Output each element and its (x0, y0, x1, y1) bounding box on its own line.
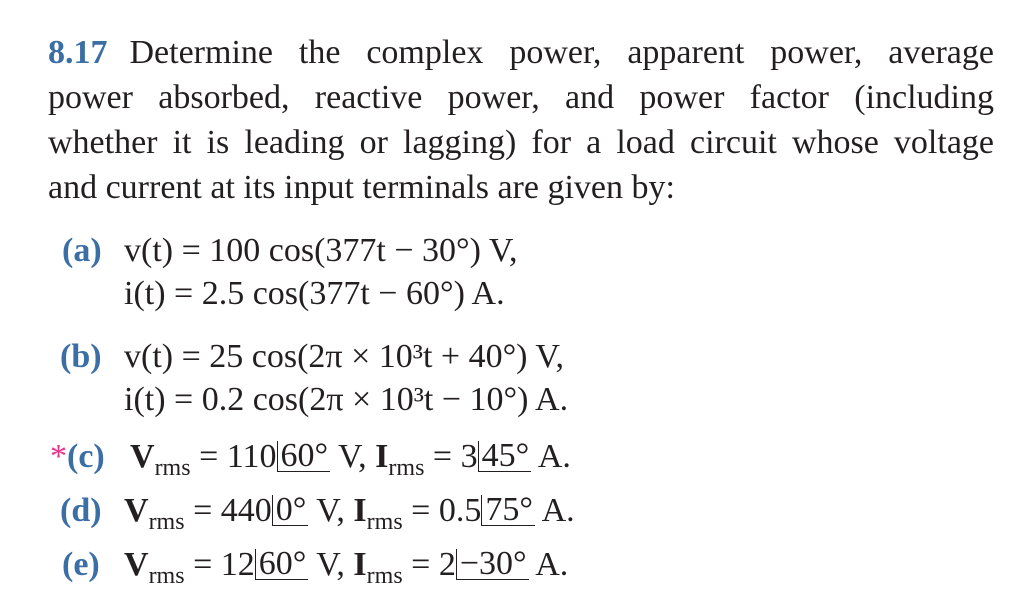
part-d-i-angle-box (481, 491, 535, 528)
part-d-phasors: $V_{rms} = 440$ 0° V, $I_{rms} = 0.5$ 75° A. (124, 491, 575, 535)
part-c-i-mag: 3 (460, 438, 478, 475)
part-c-i-angle-box (478, 437, 532, 474)
part-d-i-mag: 0.5 (438, 492, 482, 529)
part-b-label: (b) (60, 338, 102, 375)
problem-text-line-1: Determine the complex power, apparent power, average (129, 34, 994, 71)
problem-text-line-3: whether it is leading or lagging) for a load circuit whose voltage (48, 124, 994, 161)
problem-number: 8.17 (48, 34, 108, 71)
part-c-label-group (50, 438, 105, 476)
part-a-current: i(t) = 2.5 cos(377t − 60°) A. (124, 275, 505, 312)
part-d-i-angle: 75° (485, 491, 533, 528)
part-d-v-mag: 440 (220, 492, 272, 529)
problem-text-line-2: power absorbed, reactive power, and power factor (including (48, 79, 994, 116)
part-c-v-angle-box (277, 437, 331, 474)
part-e-phasors: $V_{rms} = 12$ 60° V, $I_{rms} = 2 -30^\circ$ A. (124, 545, 569, 589)
part-e-v-angle: 60° (258, 545, 307, 582)
problem-text-line-4: and current at its input terminals are given by: (48, 169, 675, 206)
part-d-label: (d) (60, 492, 102, 529)
part-d-v-angle: 0° (275, 491, 307, 528)
part-b-voltage: v(t) = 25 cos(2π × 10³t + 40°) V, (124, 338, 565, 375)
problem-line-1 (48, 30, 994, 75)
part-e-v-mag: 12 (220, 546, 255, 583)
part-e-label: (e) (62, 546, 100, 583)
part-c-v-mag: 110 (226, 438, 277, 475)
part-d-v-angle-box (272, 491, 309, 528)
part-c-phasors: $V_{rms} = 110$ 60° V, $I_{rms} = 3$ 45° A. (130, 437, 571, 481)
part-a-label: (a) (62, 232, 102, 269)
part-a-voltage: v(t) = 100 cos(377t − 30°) V, (124, 232, 518, 269)
part-e-i-mag: 2 (438, 546, 456, 583)
part-c-v-angle: 60° (280, 437, 329, 474)
part-c-i-angle: 45° (481, 437, 530, 474)
part-b-current: i(t) = 0.2 cos(2π × 10³t − 10°) A. (124, 381, 569, 418)
part-e-i-angle-box (456, 545, 529, 582)
part-e-i-angle: −30° (459, 545, 527, 582)
part-e-v-angle-box (255, 545, 309, 582)
part-c-label: (c) (67, 438, 105, 475)
part-c-star: * (50, 438, 67, 475)
problem-statement (48, 30, 994, 210)
